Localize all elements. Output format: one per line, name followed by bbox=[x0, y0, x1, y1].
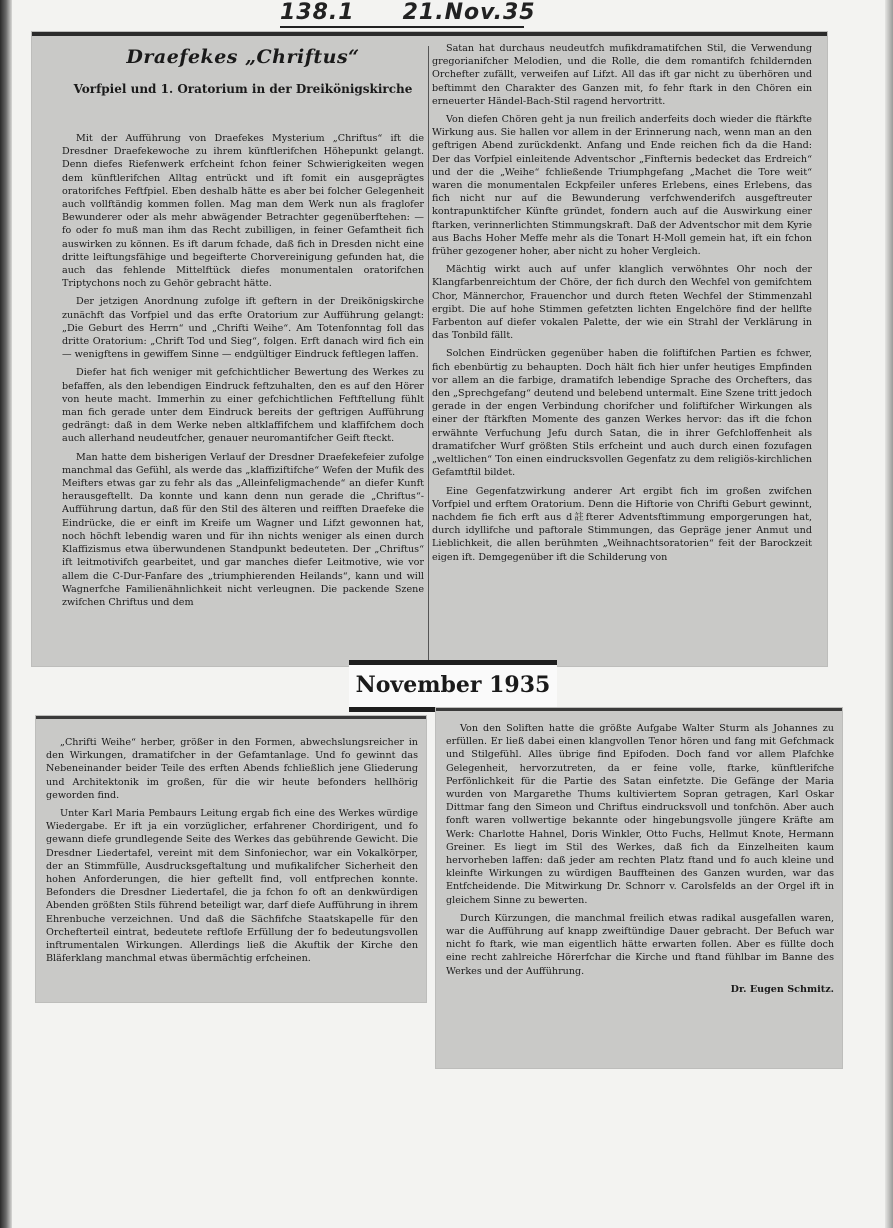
paragraph: Man hatte dem bisherigen Verlauf der Dresdner Draefekefeier zufolge manchmal das Gefühl, als werde das „klaffiziftifche“ Wefen der Mufik des Meifters etwas gar zu fehr als das „Alleinfeligmachende“ an diefer Kunft herausgeftellt. Da konnte und kann denn nun gerade die „Chriftus“-Aufführung dartun, daß für den Stil des älteren und reifften Draefeke die Eindrücke, die er einft im Kreife um Wagner und Lifzt gewonnen hat, noch höchft lebendig waren und für ihn nichts weniger als einen durch Klaffizismus etwa überwundenen Standpunkt bedeuteten. Der „Chriftus“ ift leitmotivifch gearbeitet, und gar manches diefer Leitmotive, wie vor allem die C-Dur-Fanfare des „triumphierenden Heilands“, kann und will Wagnerfche Familienähnlichkeit nicht verleugnen. Die packende Szene zwifchen Chriftus und dem bbox=[62, 451, 424, 608]
annotation-date: 21.Nov.35 bbox=[402, 0, 536, 25]
paragraph: Unter Karl Maria Pembaurs Leitung ergab fich eine des Werkes würdige Wiedergabe. Er ift ja ein vorzüglicher, erfahrener Chordirigent, und fo gewann diefe grundlegende Seite des Werkes das gebührende Gewicht. Die Dresdner Liedertafel, vereint mit dem Sinfoniechor, war ein Vokalkörper, der an Stimmfülle, Ausdrucksgeftaltung und mufikalifcher Sicherheit den hohen Anforderungen, die hier geftellt find, voll entfprechen konnte. Befonders die Dresdner Liedertafel, die ja fchon fo oft an denkwürdigen Abenden größten Stils führend beteiligt war, darf diefe Aufführung in ihrem Ehrenbuche verzeichnen. Und daß die Sächfifche Staatskapelle für den Orchefterteil eintrat, bedeutete reftlofe Erfüllung der fo bedeutungsvollen inftrumentalen Wirkungen. Allerdings ließ die Akuftik der Kirche den Bläferklang manchmal etwas übermächtig erfcheinen. bbox=[46, 808, 418, 965]
article-subheadline: Vorfpiel und 1. Oratorium in der Dreikönigskirche bbox=[73, 82, 413, 96]
continuation-right-column bbox=[446, 722, 834, 1062]
handwritten-annotation bbox=[280, 0, 536, 25]
paragraph: Mit der Aufführung von Draefekes Mysterium „Chriftus“ ift die Dresdner Draefekewoche zu ihrem künftlerifchen Höhepunkt gelangt. Denn diefes Riefenwerk erfcheint fchon feiner Schwierigkeiten wegen dem künftlerifchen Alltag entrückt und ift fomit ein ausgeprägtes oratorifches Feftfpiel. Eben deshalb hätte es aber bei folcher Gelegenheit auch vollftändig kommen follen. Mag man dem Werk nun als fraglofer Bewunderer oder als mehr abwägender Betrachter gegenüberftehen: — fo oder fo muß man ihm das Recht zubilligen, in feiner Gefamtheit fich auswirken zu können. Es ift darum fchade, daß fich in Dresden nicht eine dritte leiftungsfähige und begeifterte Chorvereinigung gefunden hat, die auch das fehlende Mittelftück diefes monumentalen oratorifchen Triptychons noch zu Gehör gebracht hätte. bbox=[62, 133, 424, 290]
scan-right-edge bbox=[885, 0, 893, 1228]
clipping-continuation-right bbox=[436, 708, 842, 1068]
paragraph: Von diefen Chören geht ja nun freilich anderfeits doch wieder die ftärkfte Wirkung aus. Sie hallen vor allem in der Erinnerung nach, wenn man an den geftrigen Abend zurückdenkt. Anfang und Ende reichen fich da die Hand: Der das Vorfpiel einleitende Adventschor „Finfternis bedecket das Erdreich“ und der die „Weihe“ fchließende Triumphgefang „Machet die Tore weit“ waren die monumentalen Eckpfeiler unferes Erlebens, eines Erlebens, das fich nicht nur auf die Bewunderung verfchwenderifch ausgeftreuter kontrapunktifcher Künfte gründet, fondern auch auf die Auswirkung einer ftarken, verinnerlichten Stimmungskraft. Daß der Adventschor mit dem Kyrie aus Bachs Hoher Meffe mehr als die Tonart H-Moll gemein hat, ift ein fchon früher gezogener hoher, aber nicht zu hoher Vergleich. bbox=[432, 114, 812, 258]
article-right-column bbox=[432, 42, 812, 662]
month-label: November 1935 bbox=[349, 660, 557, 712]
clipping-top-rule bbox=[436, 708, 842, 711]
paragraph: Durch Kürzungen, die manchmal freilich etwas radikal ausgefallen waren, war die Aufführung auf knapp zweiftündige Dauer gebracht. Der Befuch war nicht fo ftark, wie man eigentlich hätte erwarten follen. Aber es füllte doch eine recht zahlreiche Hörerfchar die Kirche und ftand fühlbar im Banne des Werkes und der Aufführung. bbox=[446, 912, 834, 977]
paragraph: Mächtig wirkt auch auf unfer klanglich verwöhntes Ohr noch der Klangfarbenreichtum der Chöre, der fich durch den Wechfel von gemifchtem Chor, Männerchor, Frauenchor und durch fteten Wechfel der Stimmenzahl ergibt. Die auf hohe Stimmen gefetzten lichten Engelchöre find der hellfte Farbenton auf diefer vokalen Palette, der wie ein Strahl der Verklärung in das Tonbild fällt. bbox=[432, 264, 812, 342]
paragraph: Eine Gegenfatzwirkung anderer Art ergibt fich im großen zwifchen Vorfpiel und erftem Oratorium. Denn die Hiftorie von Chrifti Geburt gewinnt, nachdem fie fich erft aus d註fterer Adventsftimmung emporgerungen hat, durch idyllifche und paftorale Stimmungen, das Gepräge jener Anmut und Lieblichkeit, die allen berühmten „Weihnachtsoratorien“ feit der Barockzeit eigen ift. Demgegenüber ift die Schilderung von bbox=[432, 485, 812, 563]
clipping-main-article bbox=[32, 32, 827, 666]
paragraph: Satan hat durchaus neudeutfch mufikdramatifchen Stil, die Verwendung gregorianifcher Melodien, und die Rolle, die dem romantifch fchildernden Orchefter zufällt, verweifen auf Lifzt. All das ift gar nicht zu überhören und beftimmt den Charakter des Ganzen mit, fo fehr ftark in den Chören ein erneuerter Händel-Bach-Stil ragend hervortritt. bbox=[432, 43, 812, 107]
article-headline: Draefekes „Chriftus“ bbox=[126, 46, 360, 68]
paragraph: „Chrifti Weihe“ herber, größer in den Formen, abwechslungsreicher in den Wirkungen, dramatifcher in der Gefamtanlage. Und fo gewinnt das Nebeneinander beider Teile des erften Abends fchließlich jene Gliederung und Architektonik im großen, für die wir heute befonders hellhörig geworden find. bbox=[46, 737, 418, 801]
paragraph: Der jetzigen Anordnung zufolge ift geftern in der Dreikönigskirche zunächft das Vorfpiel und das erfte Oratorium zur Aufführung gelangt: „Die Geburt des Herrn“ und „Chrifti Weihe“. Am Totenfonntag foll das dritte Oratorium: „Chrift Tod und Sieg“, folgen. Erft danach wird fich ein — wenigftens in gewiffem Sinne — endgültiger Eindruck feftlegen laffen. bbox=[62, 296, 424, 361]
article-left-column bbox=[62, 132, 424, 662]
scan-left-edge bbox=[0, 0, 12, 1228]
paragraph: Solchen Eindrücken gegenüber haben die foliftifchen Partien es fchwer, fich ebenbürtig zu behaupten. Doch hält fich hier unfer heutiges Empfinden vor allem an die farbige, dramatifch lebendige Sprache des Orchefters, das den „Sprechgefang“ deutend und belebend untermalt. Eine Szene tritt jedoch gerade in der engen Verbindung chorifcher und foliftifcher Wirkungen als einer der ftärkften Momente des ganzen Werkes hervor: das ift die fchon erwähnte Verfuchung Jefu durch Satan, die in ihrer Gefchloffenheit als dramatifcher Wurf größten Stils erfcheint und auch durch einen fozufagen „weltlichen“ Ton einen eindrucksvollen Gegenfatz zu dem religiös-kirchlichen Gefamtftil bildet. bbox=[432, 348, 812, 479]
clipping-top-rule bbox=[32, 32, 827, 36]
column-divider bbox=[428, 46, 429, 660]
continuation-left-column bbox=[46, 736, 418, 996]
annotation-reference: 138.1 bbox=[280, 0, 355, 25]
paragraph: Von den Soliften hatte die größte Aufgabe Walter Sturm als Johannes zu erfüllen. Er ließ dabei einen klangvollen Tenor hören und fang mit Gefchmack und Stilgefühl. Alles übrige find Epifoden. Doch fand vor allem Plafchke Gelegenheit, hervorzutreten, da er feine volle, ftarke, künftlerifche Perfönlichkeit für die Partie des Satan einfetzte. Die Gefänge der Maria wurden von Margarethe Thums kultiviertem Sopran getragen, Karl Oskar Dittmar fang den Simeon und Chriftus eindrucksvoll und tonfchön. Aber auch fonft waren vollwertige bekannte oder hingebungsvolle jüngere Kräfte am Werk: Charlotte Hahnel, Doris Winkler, Otto Fuchs, Hellmut Knote, Hermann Greiner. Es liegt im Stil des Werkes, daß fich da Einzelheiten kaum hervorheben laffen: daß jeder am rechten Platz ftand und fo auch kleine und kleinfte Wirkungen zu würdigen Bauffteinen des Ganzen wurden, war das Entfcheidende. Die Mitwirkung Dr. Schnorr v. Carolsfelds an der Orgel ift in gleichem Sinne zu bewerten. bbox=[446, 723, 834, 906]
annotation-underline bbox=[280, 26, 524, 28]
clipping-continuation-left bbox=[36, 716, 426, 1002]
paragraph: Diefer hat fich weniger mit gefchichtlicher Bewertung des Werkes zu befaffen, als den lebendigen Eindruck feftzuhalten, den es auf den Hörer von heute macht. Immerhin zu einer gefchichtlichen Feftftellung fühlt man fich gerade unter dem Eindruck bereits der geftrigen Aufführung gedrängt: daß in dem Werke neben altklaffifchem und klaffifchem doch auch allerhand neudeutfcher, genauer neuromantifcher Geift fteckt. bbox=[62, 367, 424, 445]
author-signature: Dr. Eugen Schmitz. bbox=[730, 983, 834, 995]
clipping-top-rule bbox=[36, 716, 426, 719]
